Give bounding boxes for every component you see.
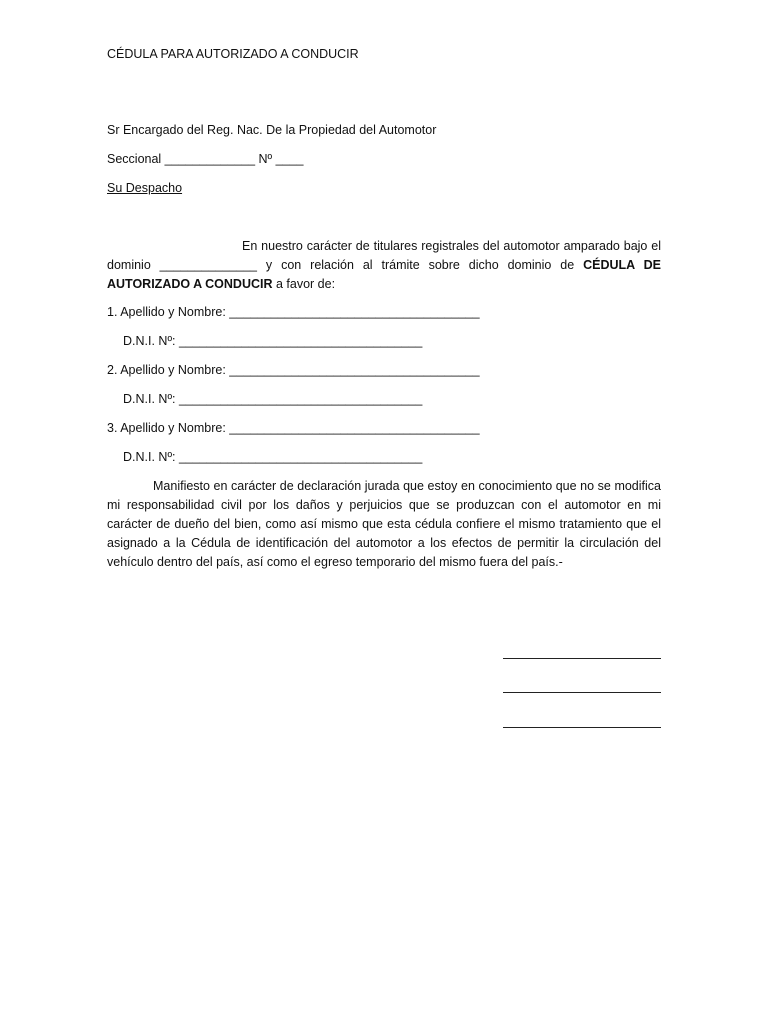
recipient-line-3: Su Despacho — [107, 181, 183, 195]
signature-line-3 — [503, 727, 661, 728]
authorized-2-name-field: 2. Apellido y Nombre: ____________________________________ — [107, 363, 480, 377]
recipient-line-1: Sr Encargado del Reg. Nac. De la Propiedad del Automotor — [107, 123, 437, 137]
authorized-3-name-field: 3. Apellido y Nombre: ____________________________________ — [107, 421, 480, 435]
signature-line-1 — [503, 658, 661, 659]
intro-paragraph-part1: En nuestro carácter de titulares registrales del automotor amparado bajo el dominio ______________ y con relación al trámite sobre dicho dominio de — [107, 239, 661, 272]
signature-line-2 — [503, 692, 661, 693]
authorized-1-dni-field: D.N.I. Nº: ___________________________________ — [123, 334, 423, 348]
intro-paragraph-bold: CÉDULA DE AUTORIZADO A CONDUCIR — [107, 258, 661, 291]
intro-paragraph — [107, 237, 661, 294]
recipient-line-2: Seccional _____________ Nº ____ — [107, 152, 304, 166]
authorized-3-dni-field: D.N.I. Nº: ___________________________________ — [123, 450, 423, 464]
authorized-1-name-field: 1. Apellido y Nombre: ____________________________________ — [107, 305, 480, 319]
intro-paragraph-part2: a favor de: — [272, 277, 336, 291]
declaration-paragraph-text: Manifiesto en carácter de declaración jurada que estoy en conocimiento que no se modifica mi responsabilidad civil por los daños y perjuicios que se produzcan con el automotor en mi carácter de dueño del bien, como así mismo que esta cédula confiere el mismo tratamiento que el asignado a la Cédula de identificación del automotor a los efectos de permitir la circulación del vehículo dentro del país, así como el egreso temporario del mismo fuera del país.- — [107, 479, 661, 569]
authorized-2-dni-field: D.N.I. Nº: ___________________________________ — [123, 392, 423, 406]
document-title: CÉDULA PARA AUTORIZADO A CONDUCIR — [107, 47, 359, 61]
declaration-paragraph — [107, 477, 661, 572]
